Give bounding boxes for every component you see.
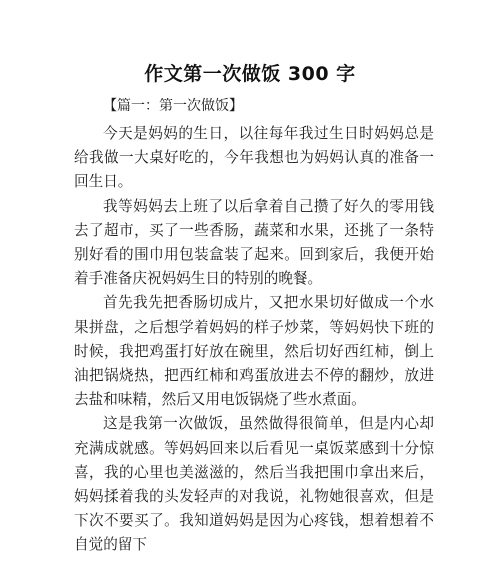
section-heading: 【篇一：第一次做饭】 [103,98,243,114]
paragraph: 今天是妈妈的生日，以往每年我过生日时妈妈总是给我做一大桌好吃的，今年我想也为妈妈认真的准备一回生日。 [74,125,434,191]
essay-body [74,122,434,558]
document-title: 作文第一次做饭 300 字 [144,63,356,85]
paragraph: 我等妈妈去上班了以后拿着自己攒了好久的零用钱去了超市，买了一些香肠，蔬菜和水果，还挑了一条特别好看的围巾用包装盒装了起来。回到家后，我便开始着手准备庆祝妈妈生日的特别的晚餐。 [74,197,434,288]
paragraph: 首先我先把香肠切成片，又把水果切好做成一个水果拼盘，之后想学着妈妈的样子炒菜，等妈妈快下班的时候，我把鸡蛋打好放在碗里，然后切好西红柿，倒上油把锅烧热，把西红柿和鸡蛋放进去不停的翻炒，放进去盐和味精，然后又用电饭锅烧了些水煮面。 [74,294,434,409]
paragraph: 这是我第一次做饭，虽然做得很简单，但是内心却充满成就感。等妈妈回来以后看见一桌饭菜感到十分惊喜，我的心里也美滋滋的，然后当我把围巾拿出来后，妈妈揉着我的头发轻声的对我说，礼物她很喜欢，但是下次不要买了。我知道妈妈是因为心疼钱，想着想着不自觉的留下 [74,415,434,554]
